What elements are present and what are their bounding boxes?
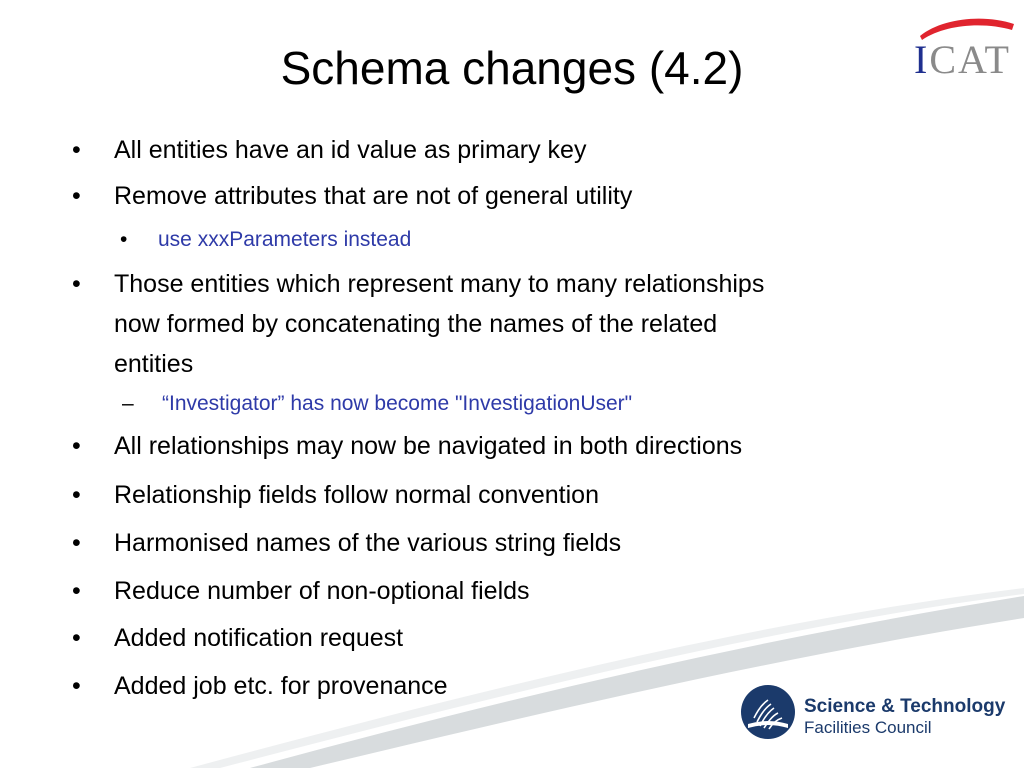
bullet-marker: • [72,182,81,210]
stfc-logo [738,682,1008,742]
bullet-text: All entities have an id value as primary key [114,136,587,164]
stfc-name: Science & Technology [804,696,1006,717]
bullet-marker: • [72,481,81,509]
icat-logo [902,12,1020,82]
bullet-marker: • [72,136,81,164]
bullet-marker: • [72,270,81,298]
bullet-text: Relationship fields follow normal convention [114,481,599,509]
icat-logo-text [914,37,1011,82]
stfc-subtitle: Facilities Council [804,718,932,737]
bullet-text: Remove attributes that are not of general utility [114,182,633,210]
bullet-text-line-2: now formed by concatenating the names of the related [114,310,718,338]
bullet-marker: • [72,529,81,557]
bullet-text: All relationships may now be navigated in both directions [114,432,743,460]
bullet-text: Reduce number of non-optional fields [114,577,530,605]
stfc-emblem-icon [740,684,796,740]
bullet-marker: • [72,577,81,605]
sub-dash-marker: – [122,392,134,415]
bullet-text: Added notification request [114,624,404,652]
sub-bullet-text: use xxxParameters instead [158,228,412,251]
sub-bullet-text: “Investigator” has now become "InvestigationUser" [162,392,633,415]
bullet-text-line-3: entities [114,350,194,378]
sub-bullet-marker: • [120,228,128,251]
bullet-text: Added job etc. for provenance [114,672,448,700]
icat-logo-rest: CAT [929,37,1011,82]
bullet-text-line-1: Those entities which represent many to many relationships [114,270,765,298]
bullet-marker: • [72,672,81,700]
bullet-text: Harmonised names of the various string fields [114,529,622,557]
bullet-marker: • [72,432,81,460]
bullet-marker: • [72,624,81,652]
icat-logo-i: I [914,37,930,82]
slide-title: Schema changes (4.2) [280,42,744,94]
